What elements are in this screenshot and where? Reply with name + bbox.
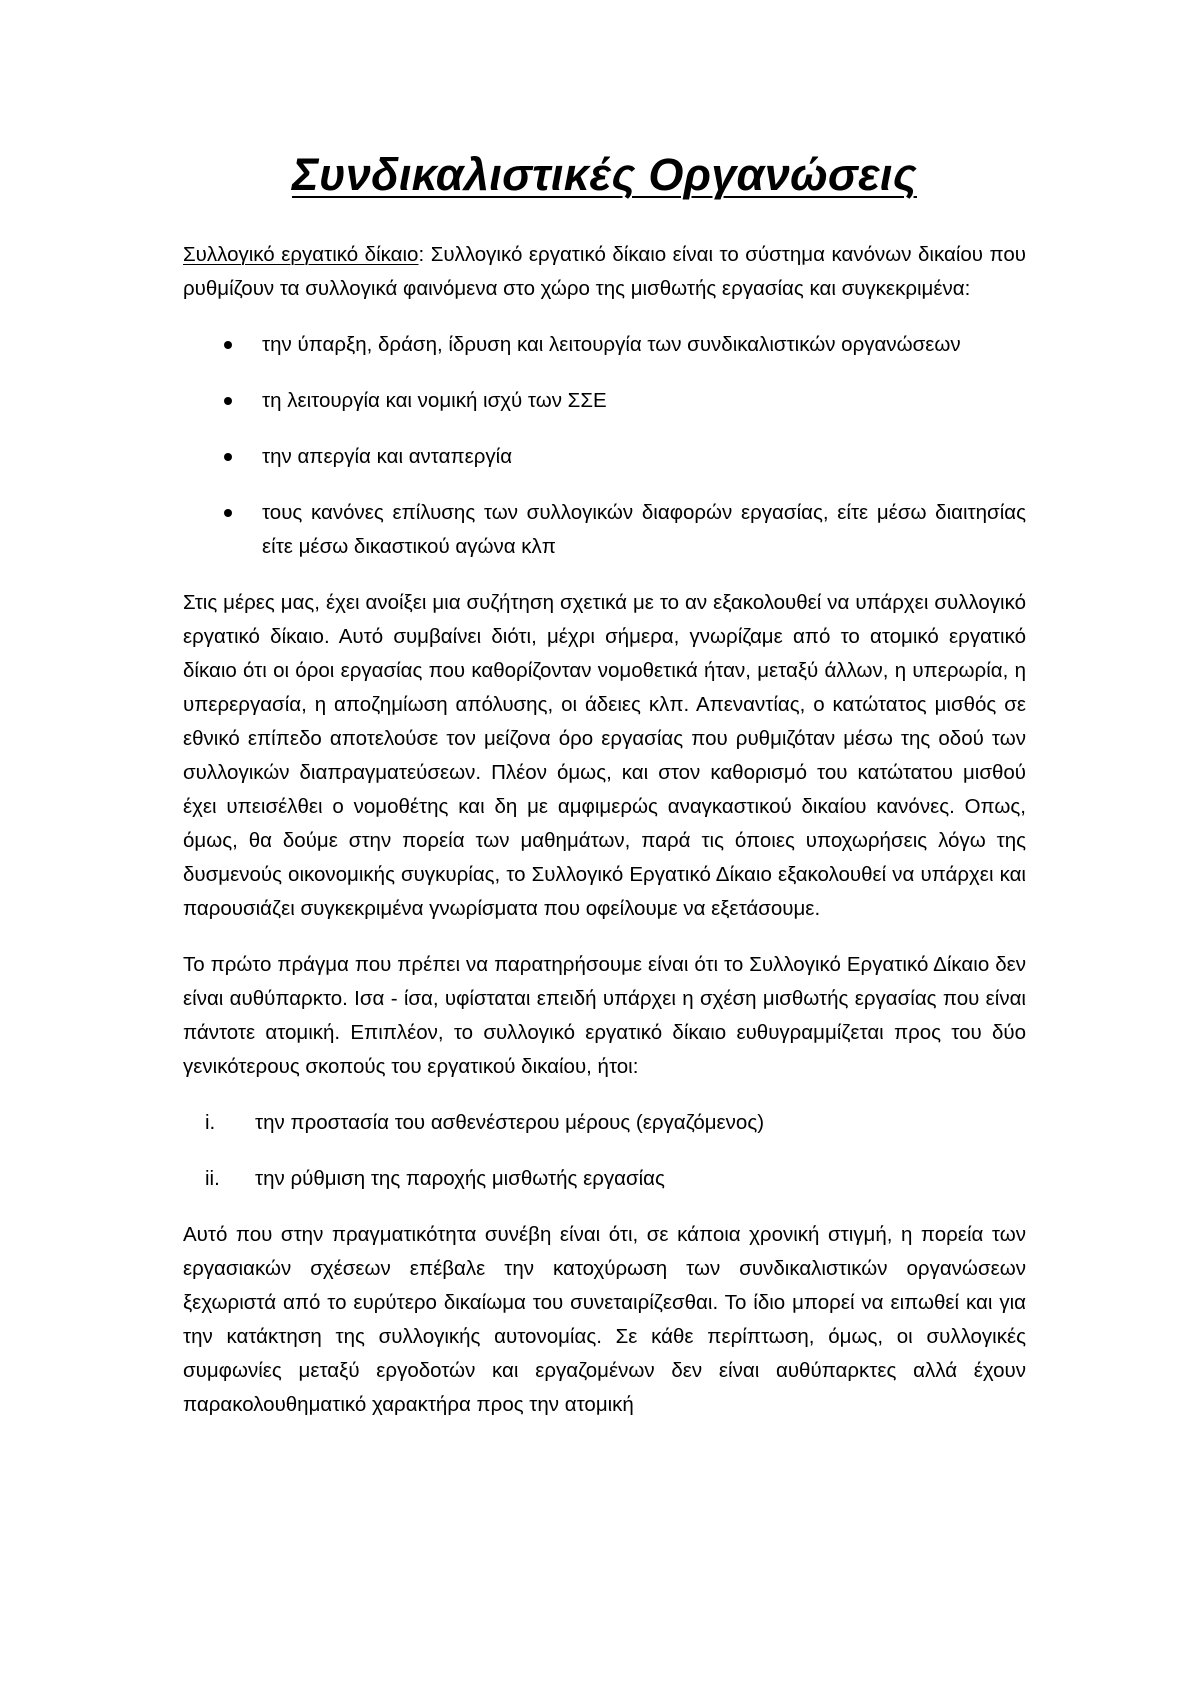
list-item-number: ii. [205, 1167, 220, 1190]
purposes-numbered-list [183, 1106, 1026, 1196]
bullet-icon [224, 453, 232, 461]
list-item [183, 384, 1026, 418]
document-title: Συνδικαλιστικές Οργανώσεις [292, 149, 917, 200]
body-paragraph-1: Στις μέρες μας, έχει ανοίξει μια συζήτηση σχετικά με το αν εξακολουθεί να υπάρχει συλλογικό εργατικό δίκαιο. Αυτό συμβαίνει διότι, μέχρι σήμερα, γνωρίζαμε από το ατομικό εργατικό δίκαιο ότι οι όροι εργασίας που καθορίζονταν νομοθετικά ήταν, μεταξύ άλλων, η υπερωρία, η υπερεργασία, η αποζημίωση απόλυσης, οι άδειες κλπ. Απεναντίας, ο κατώτατος μισθός σε εθνικό επίπεδο αποτελούσε τον μείζονα όρο εργασίας που ρυθμιζόταν μέσω της οδού των συλλογικών διαπραγματεύσεων. Πλέον όμως, και στον καθορισμό του κατώτατου μισθού έχει υπεισέλθει ο νομοθέτης και δη με αμφιμερώς αναγκαστικού δικαίου κανόνες. Οπως, όμως, θα δούμε στην πορεία των μαθημάτων, παρά τις όποιες υποχωρήσεις λόγω της δυσμενούς οικονομικής συγκυρίας, το Συλλογικό Εργατικό Δίκαιο εξακολουθεί να υπάρχει και παρουσιάζει συγκεκριμένα γνωρίσματα που οφείλουμε να εξετάσουμε. [183, 591, 1026, 920]
list-item [183, 496, 1026, 564]
list-item [183, 1162, 1026, 1196]
list-item-text: την προστασία του ασθενέστερου μέρους (εργαζόμενος) [255, 1111, 765, 1134]
bullet-icon [224, 397, 232, 405]
intro-term: Συλλογικό εργατικό δίκαιο [183, 243, 419, 266]
list-item-text: την ρύθμιση της παροχής μισθωτής εργασίας [255, 1167, 665, 1190]
list-item [183, 328, 1026, 362]
intro-paragraph [183, 238, 1026, 306]
intro-definition: : Συλλογικό εργατικό δίκαιο είναι το σύστημα κανόνων δικαίου που ρυθμίζουν τα συλλογικά φαινόμενα στο χώρο της μισθωτής εργασίας και συγκεκριμένα: [183, 243, 1026, 300]
body-paragraph-3: Αυτό που στην πραγματικότητα συνέβη είναι ότι, σε κάποια χρονική στιγμή, η πορεία των εργασιακών σχέσεων επέβαλε την κατοχύρωση των συνδικαλιστικών οργανώσεων ξεχωριστά από το ευρύτερο δικαίωμα του συνεταιρίζεσθαι. Το ίδιο μπορεί να ειπωθεί και για την κατάκτηση της συλλογικής αυτονομίας. Σε κάθε περίπτωση, όμως, οι συλλογικές συμφωνίες μεταξύ εργοδοτών και εργαζομένων δεν είναι αυθύπαρκτες αλλά έχουν παρακολουθηματικό χαρακτήρα προς την ατομική [183, 1223, 1026, 1416]
bullet-icon [224, 341, 232, 349]
list-item-number: i. [205, 1111, 216, 1134]
list-item [183, 1106, 1026, 1140]
list-item [183, 440, 1026, 474]
list-item-text: τη λειτουργία και νομική ισχύ των ΣΣΕ [262, 389, 607, 412]
list-item-text: την ύπαρξη, δράση, ίδρυση και λειτουργία των συνδικαλιστικών οργανώσεων [262, 333, 961, 356]
bullet-icon [224, 509, 232, 517]
list-item-text: την απεργία και ανταπεργία [262, 445, 513, 468]
list-item-text: τους κανόνες επίλυσης των συλλογικών διαφορών εργασίας, είτε μέσω διαιτησίας είτε μέσω δικαστικού αγώνα κλπ [262, 501, 1026, 558]
scope-bullet-list [183, 328, 1026, 564]
body-paragraph-2: Το πρώτο πράγμα που πρέπει να παρατηρήσουμε είναι ότι το Συλλογικό Εργατικό Δίκαιο δεν είναι αυθύπαρκτο. Ισα - ίσα, υφίσταται επειδή υπάρχει η σχέση μισθωτής εργασίας που είναι πάντοτε ατομική. Επιπλέον, το συλλογικό εργατικό δίκαιο ευθυγραμμίζεται προς του δύο γενικότερους σκοπούς του εργατικού δικαίου, ήτοι: [183, 953, 1026, 1078]
